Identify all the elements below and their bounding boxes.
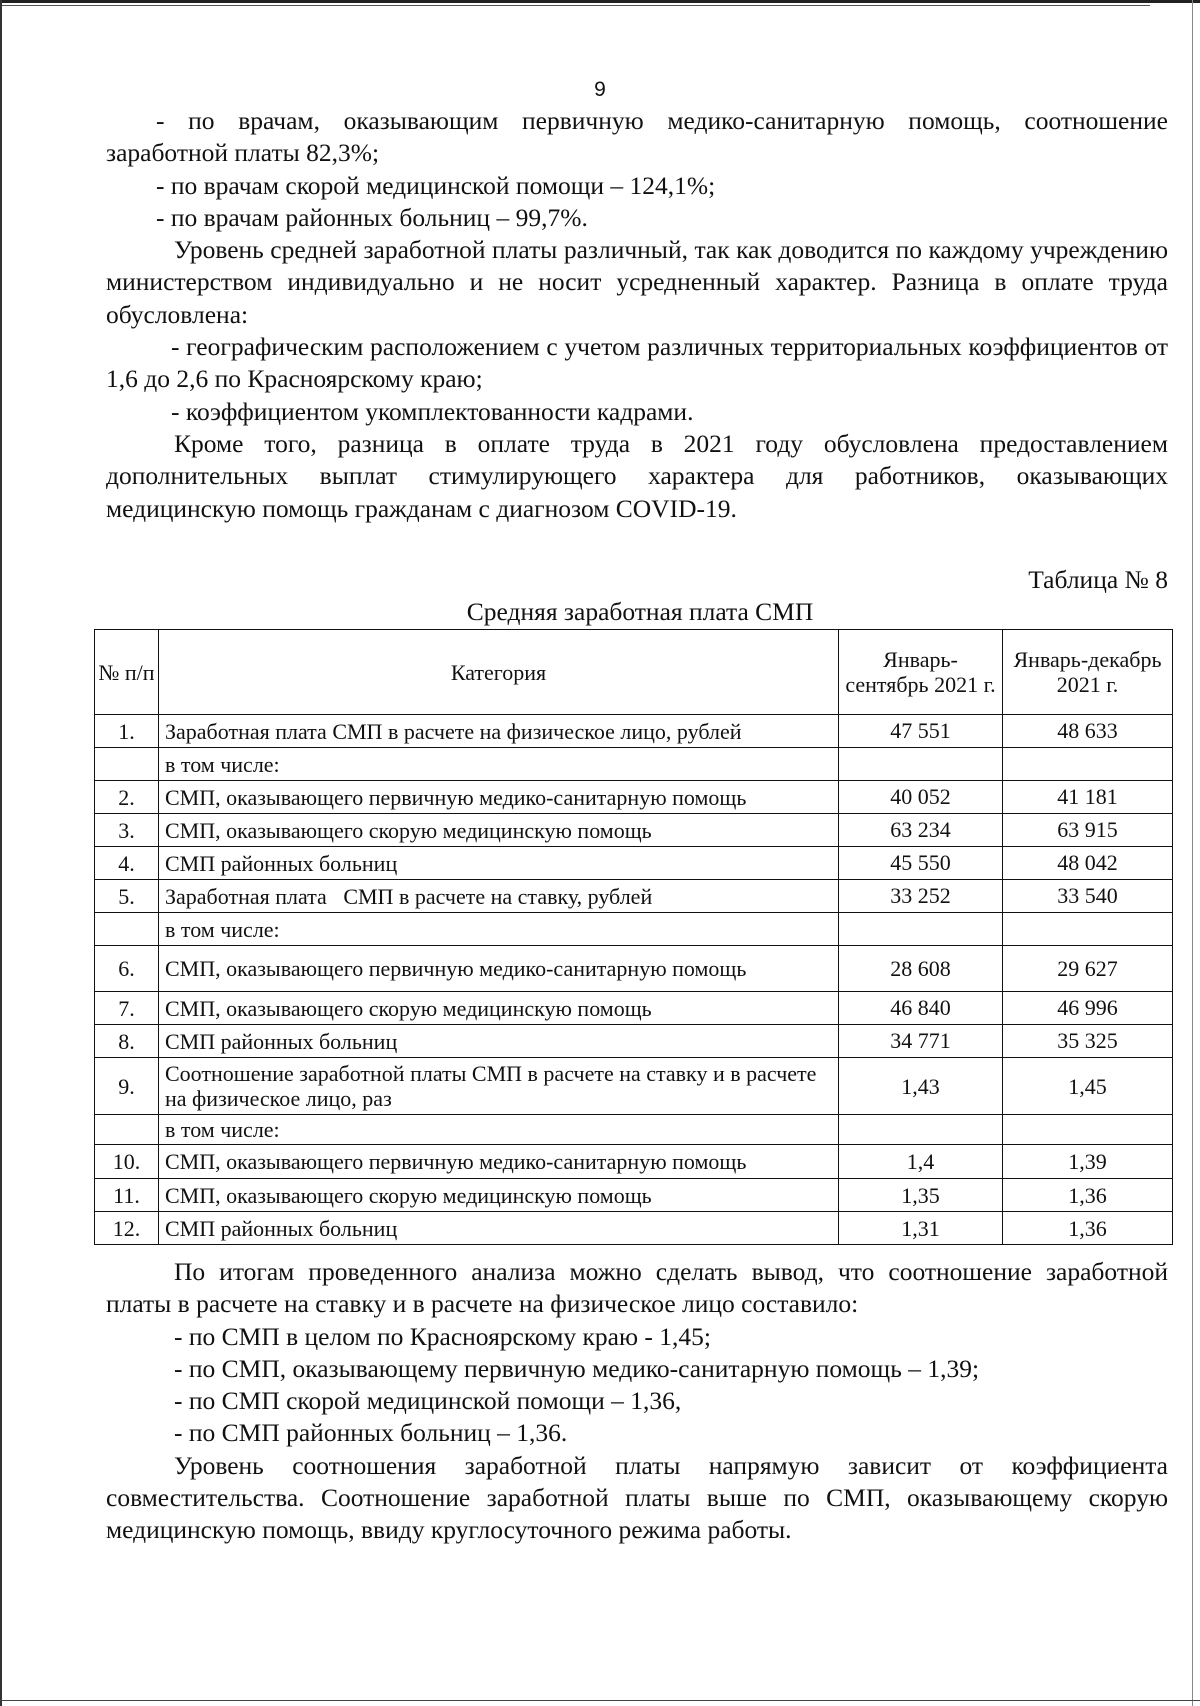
row-value-col2: 1,39 [1003,1145,1173,1179]
intro-paragraph: Кроме того, разница в оплате труда в 2021 году обусловлена предоставлением дополнительных выплат стимулирующего характера для работников, оказывающих медицинскую помощь гражданам с диагнозом COVID-19. [106,428,1168,523]
scan-border-top [0,0,1200,3]
row-category: в том числе: [159,748,839,781]
table-title: Средняя заработная плата СМП [466,597,814,626]
row-category: Заработная плата СМП в расчете на физическое лицо, рублей [159,715,839,748]
intro-paragraph: Уровень средней заработной платы различный, так как доводится по каждому учреждению министерством индивидуально и не носит усредненный характер. Разница в оплате труда обусловлена: [106,235,1168,329]
row-value-col2 [1003,748,1173,781]
row-num: 12. [95,1212,159,1245]
row-value-col2: 63 915 [1003,814,1173,847]
row-category: в том числе: [159,1115,839,1145]
intro-paragraph: - коэффициентом укомплектованности кадрами. [171,396,694,426]
row-value-col2: 48 633 [1003,715,1173,748]
intro-paragraph: - географическим расположением с учетом различных территориальных коэффициентов от 1,6 до 2,6 по Красноярскому краю; [106,332,1168,394]
row-num: 8. [95,1025,159,1058]
row-num: 5. [95,880,159,913]
scan-border-bottom [0,1700,1200,1701]
row-value-col1: 47 551 [839,715,1003,748]
row-value-col2: 48 042 [1003,847,1173,880]
header-num: № п/п [95,630,159,715]
table-row [95,781,1173,814]
row-category: СМП, оказывающего первичную медико-санитарную помощь [159,1145,839,1179]
row-category: в том числе: [159,913,839,946]
row-value-col1: 1,4 [839,1145,1003,1179]
conclusion-text [106,1256,1168,1547]
row-value-col1: 40 052 [839,781,1003,814]
row-value-col1: 34 771 [839,1025,1003,1058]
row-value-col1 [839,913,1003,946]
conclusion-paragraph: Уровень соотношения заработной платы напрямую зависит от коэффициента совместительства. Соотношение заработной платы выше по СМП, оказывающему скорую медицинскую помощь, ввиду круглосуточного режима работы. [106,1450,1168,1545]
row-category: СМП районных больниц [159,1212,839,1245]
row-value-col2: 41 181 [1003,781,1173,814]
row-category: Заработная плата СМП в расчете на ставку, рублей [159,880,839,913]
row-value-col1 [839,748,1003,781]
row-category: СМП, оказывающего первичную медико-санитарную помощь [159,781,839,814]
row-num: 4. [95,847,159,880]
intro-paragraph: - по врачам районных больниц – 99,7%. [156,202,588,232]
row-num [95,1115,159,1145]
row-value-col1: 1,31 [839,1212,1003,1245]
row-category: Соотношение заработной платы СМП в расчете на ставку и в расчете на физическое лицо, раз [159,1058,839,1115]
row-num: 10. [95,1145,159,1179]
table-header-row [95,630,1173,715]
row-category: СМП районных больниц [159,1025,839,1058]
row-num: 11. [95,1179,159,1212]
table-row [95,880,1173,913]
row-num: 1. [95,715,159,748]
intro-paragraph: - по врачам скорой медицинской помощи – 124,1%; [156,170,716,200]
scan-border-left [0,0,2,1706]
row-value-col1 [839,1115,1003,1145]
row-value-col1: 1,43 [839,1058,1003,1115]
table-row [95,1145,1173,1179]
row-category: СМП, оказывающего скорую медицинскую помощь [159,814,839,847]
table-row [95,814,1173,847]
row-num: 9. [95,1058,159,1115]
scan-border-top-inner [0,5,1150,6]
row-value-col2 [1003,1115,1173,1145]
row-value-col2: 33 540 [1003,880,1173,913]
row-category: СМП, оказывающего скорую медицинскую помощь [159,1179,839,1212]
row-num: 3. [95,814,159,847]
table-row [95,1058,1173,1115]
page-number: 9 [594,78,606,101]
conclusion-paragraph: По итогам проведенного анализа можно сделать вывод, что соотношение заработной платы в расчете на ставку и в расчете на физическое лицо составило: [106,1257,1168,1319]
row-value-col2: 1,36 [1003,1212,1173,1245]
row-category: СМП, оказывающего первичную медико-санитарную помощь [159,946,839,992]
table-row [95,1179,1173,1212]
table-row [95,715,1173,748]
header-col2: Январь-декабрь 2021 г. [1003,630,1173,715]
row-num: 2. [95,781,159,814]
table-label: Таблица № 8 [1028,565,1168,594]
row-value-col2: 46 996 [1003,992,1173,1025]
row-value-col1: 28 608 [839,946,1003,992]
intro-paragraph: - по врачам, оказывающим первичную медико-санитарную помощь, соотношение заработной платы 82,3%; [106,106,1168,168]
row-num: 7. [95,992,159,1025]
row-value-col1: 1,35 [839,1179,1003,1212]
conclusion-paragraph: - по СМП в целом по Красноярскому краю - 1,45; [174,1321,711,1351]
table-row [95,992,1173,1025]
row-num [95,748,159,781]
conclusion-paragraph: - по СМП скорой медицинской помощи – 1,36, [174,1386,682,1416]
table-row [95,946,1173,992]
row-value-col1: 63 234 [839,814,1003,847]
table-row [95,1212,1173,1245]
scan-border-right [1192,0,1193,1706]
row-category: СМП, оказывающего скорую медицинскую помощь [159,992,839,1025]
row-value-col2: 29 627 [1003,946,1173,992]
table-row [95,748,1173,781]
row-value-col2: 35 325 [1003,1025,1173,1058]
header-category: Категория [159,630,839,715]
conclusion-paragraph: - по СМП, оказывающему первичную медико-санитарную помощь – 1,39; [174,1353,980,1383]
intro-text [106,105,1168,525]
table-row [95,1025,1173,1058]
salary-table [94,629,1173,1245]
row-num: 6. [95,946,159,992]
row-num [95,913,159,946]
row-value-col1: 45 550 [839,847,1003,880]
row-value-col2: 1,45 [1003,1058,1173,1115]
row-category: СМП районных больниц [159,847,839,880]
row-value-col1: 46 840 [839,992,1003,1025]
row-value-col2: 1,36 [1003,1179,1173,1212]
table-row [95,847,1173,880]
table-row [95,1115,1173,1145]
conclusion-paragraph: - по СМП районных больниц – 1,36. [174,1418,568,1448]
row-value-col1: 33 252 [839,880,1003,913]
table-row [95,913,1173,946]
row-value-col2 [1003,913,1173,946]
header-col1: Январь-сентябрь 2021 г. [839,630,1003,715]
